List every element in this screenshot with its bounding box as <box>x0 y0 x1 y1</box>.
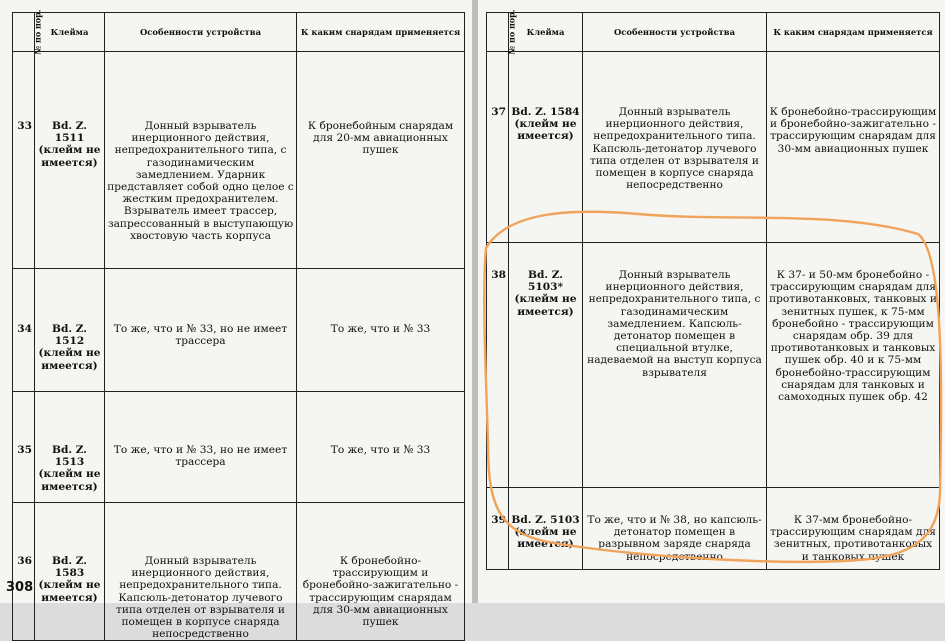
row-number: 36 <box>13 503 35 641</box>
row-number: 38 <box>487 243 509 488</box>
row-design: Донный взрыватель инерционного действия, непредохранительного типа. Капсюль-детонатор лучевого типа отделен от взрывателя и помещен в корпусе снаряда непосредственно <box>105 503 297 641</box>
table-header-row <box>13 13 465 52</box>
row-use: К бронебойным снарядам для 20-мм авиационных пушек <box>297 52 465 269</box>
table-row <box>13 52 465 269</box>
row-brand: Bd. Z. 1513 (клейм не имеется) <box>35 392 105 503</box>
header-design: Особенности устройства <box>583 13 767 52</box>
table-row <box>487 243 940 488</box>
row-brand: Bd. Z. 1583 (клейм не имеется) <box>35 503 105 641</box>
row-design: То же, что и № 33, но не имеет трассера <box>105 269 297 392</box>
page-number: 308 <box>6 580 34 595</box>
header-use: К каким снарядам применяется <box>767 13 940 52</box>
header-brand: Клейма <box>509 13 583 52</box>
row-number: 33 <box>13 52 35 269</box>
table-row <box>13 269 465 392</box>
row-use: К бронебойно-трассирующим и бронебойно-зажигательно - трассирующим снарядам для 30-мм авиационных пушек <box>767 52 940 243</box>
header-brand: Клейма <box>35 13 105 52</box>
row-number: 37 <box>487 52 509 243</box>
header-number: № по пор. <box>13 13 35 52</box>
table-header-row <box>487 13 940 52</box>
row-brand: Bd. Z. 5103 (клейм не имеется) <box>509 488 583 570</box>
row-number: 34 <box>13 269 35 392</box>
row-use: К 37- и 50-мм бронебойно - трассирующим снарядам для противотанковых, танковых и зенитных пушек, к 75-мм бронебойно - трассирующим снарядам обр. 39 для противотанковых и танковых пушек обр. 40 и к 75-мм бронебойно-трассирующим снарядам для танковых и самоходных пушек обр. 42 <box>767 243 940 488</box>
fuze-table-right <box>486 9 940 570</box>
row-design: То же, что и № 38, но капсюль-детонатор помещен в разрывном заряде снаряда непосредственно <box>583 488 767 570</box>
fuze-table-left <box>12 9 465 641</box>
row-brand: Bd. Z. 1511 (клейм не имеется) <box>35 52 105 269</box>
header-number: № по пор. <box>487 13 509 52</box>
row-use: К 37-мм бронебойно-трассирующим снарядам для зенитных, противотанковых и танковых пушек <box>767 488 940 570</box>
row-brand: Bd. Z. 1512 (клейм не имеется) <box>35 269 105 392</box>
row-design: Донный взрыватель инерционного действия, непредохранительного типа, с газодинамическим замедлением. Капсюль-детонатор помещен в специальной втулке, надеваемой на выступ корпуса взрывателя <box>583 243 767 488</box>
row-number: 39 <box>487 488 509 570</box>
header-use: К каким снарядам применяется <box>297 13 465 52</box>
row-use: То же, что и № 33 <box>297 392 465 503</box>
row-use: То же, что и № 33 <box>297 269 465 392</box>
row-design: То же, что и № 33, но не имеет трассера <box>105 392 297 503</box>
row-number: 35 <box>13 392 35 503</box>
row-design: Донный взрыватель инерционного действия, непредохранительного типа, с газодинамическим замедлением. Ударник представляет собой одно целое с жестким предохранителем. Взрыватель имеет трассер, запрессованный в выступающую хвостовую часть корпуса <box>105 52 297 269</box>
row-brand: Bd. Z. 1584 (клейм не имеется) <box>509 52 583 243</box>
header-design: Особенности устройства <box>105 13 297 52</box>
table-row <box>13 503 465 641</box>
right-page <box>478 0 945 603</box>
table-row <box>487 488 940 570</box>
row-design: Донный взрыватель инерционного действия, непредохранительного типа. Капсюль-детонатор лучевого типа отделен от взрывателя и помещен в корпусе снаряда непосредственно <box>583 52 767 243</box>
row-use: К бронебойно-трассирующим и бронебойно-зажигательно - трассирующим снарядам для 30-мм авиационных пушек <box>297 503 465 641</box>
table-row <box>13 392 465 503</box>
left-page <box>0 0 472 641</box>
row-brand: Bd. Z. 5103* (клейм не имеется) <box>509 243 583 488</box>
table-row <box>487 52 940 243</box>
